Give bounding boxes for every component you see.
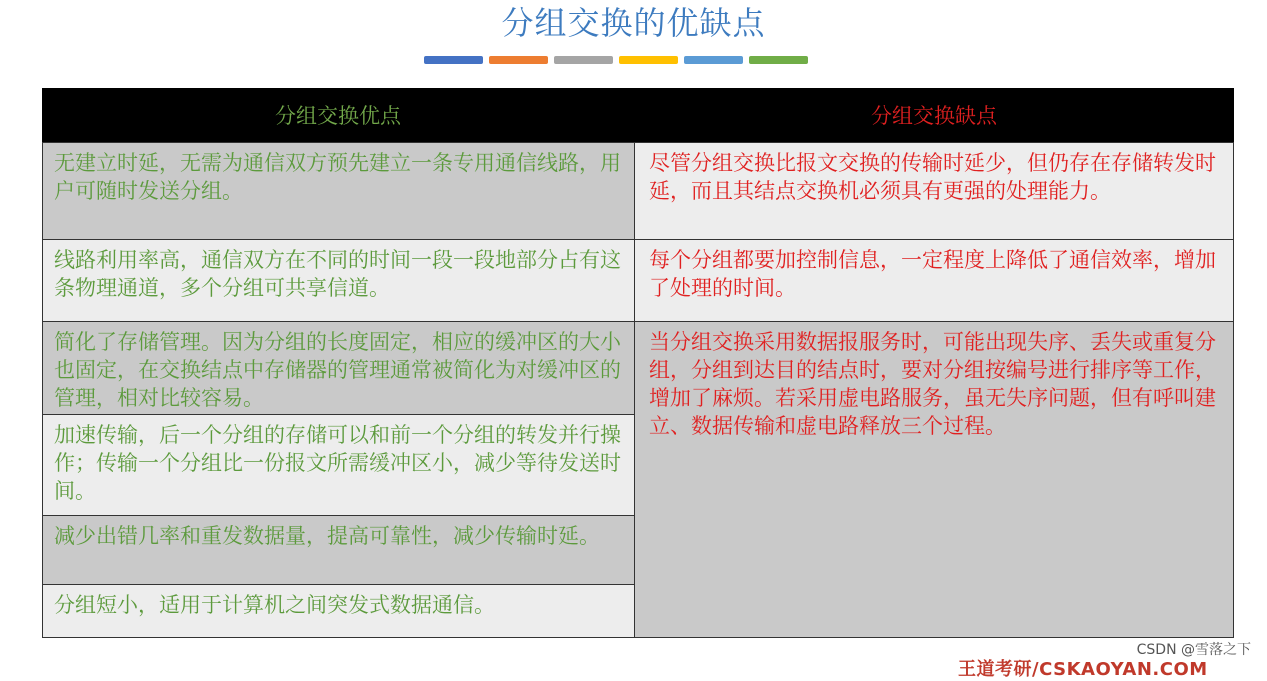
- disadvantage-cell: 尽管分组交换比报文交换的传输时延少，但仍存在存储转发时延，而且其结点交换机必须具有更强的处理能力。: [634, 142, 1234, 240]
- advantage-cell: 线路利用率高，通信双方在不同的时间一段一段地部分占有这条物理通道，多个分组可共享信道。: [42, 239, 635, 322]
- comparison-table: [42, 88, 1234, 638]
- brand-footer: 王道考研/CSKAOYAN.COM: [958, 659, 1208, 680]
- stripe-gray: [554, 56, 613, 64]
- stripe-orange: [489, 56, 548, 64]
- csdn-watermark: CSDN @雪落之下: [1136, 642, 1251, 658]
- stripe-green: [749, 56, 808, 64]
- disadvantage-cell: 每个分组都要加控制信息，一定程度上降低了通信效率，增加了处理的时间。: [634, 239, 1234, 322]
- header-disadvantages: 分组交换缺点: [634, 88, 1234, 142]
- disadvantage-cell: 当分组交换采用数据报服务时，可能出现失序、丢失或重复分组，分组到达目的结点时，要对分组按编号进行排序等工作，增加了麻烦。若采用虚电路服务，虽无失序问题，但有呼叫建立、数据传输和虚电路释放三个过程。: [634, 321, 1234, 638]
- advantage-cell: 减少出错几率和重发数据量，提高可靠性，减少传输时延。: [42, 515, 635, 585]
- header-advantages: 分组交换优点: [42, 88, 634, 142]
- page-title: 分组交换的优缺点: [501, 4, 766, 42]
- advantage-cell: 分组短小，适用于计算机之间突发式数据通信。: [42, 584, 635, 638]
- stripe-blue: [424, 56, 483, 64]
- stripe-yellow: [619, 56, 678, 64]
- stripe-light-blue: [684, 56, 743, 64]
- advantage-cell: 加速传输，后一个分组的存储可以和前一个分组的转发并行操作；传输一个分组比一份报文所需缓冲区小，减少等待发送时间。: [42, 414, 635, 516]
- title-underline-stripes: [424, 56, 808, 64]
- advantage-cell: 无建立时延，无需为通信双方预先建立一条专用通信线路，用户可随时发送分组。: [42, 142, 635, 240]
- advantage-cell: 简化了存储管理。因为分组的长度固定，相应的缓冲区的大小也固定，在交换结点中存储器的管理通常被简化为对缓冲区的管理，相对比较容易。: [42, 321, 635, 415]
